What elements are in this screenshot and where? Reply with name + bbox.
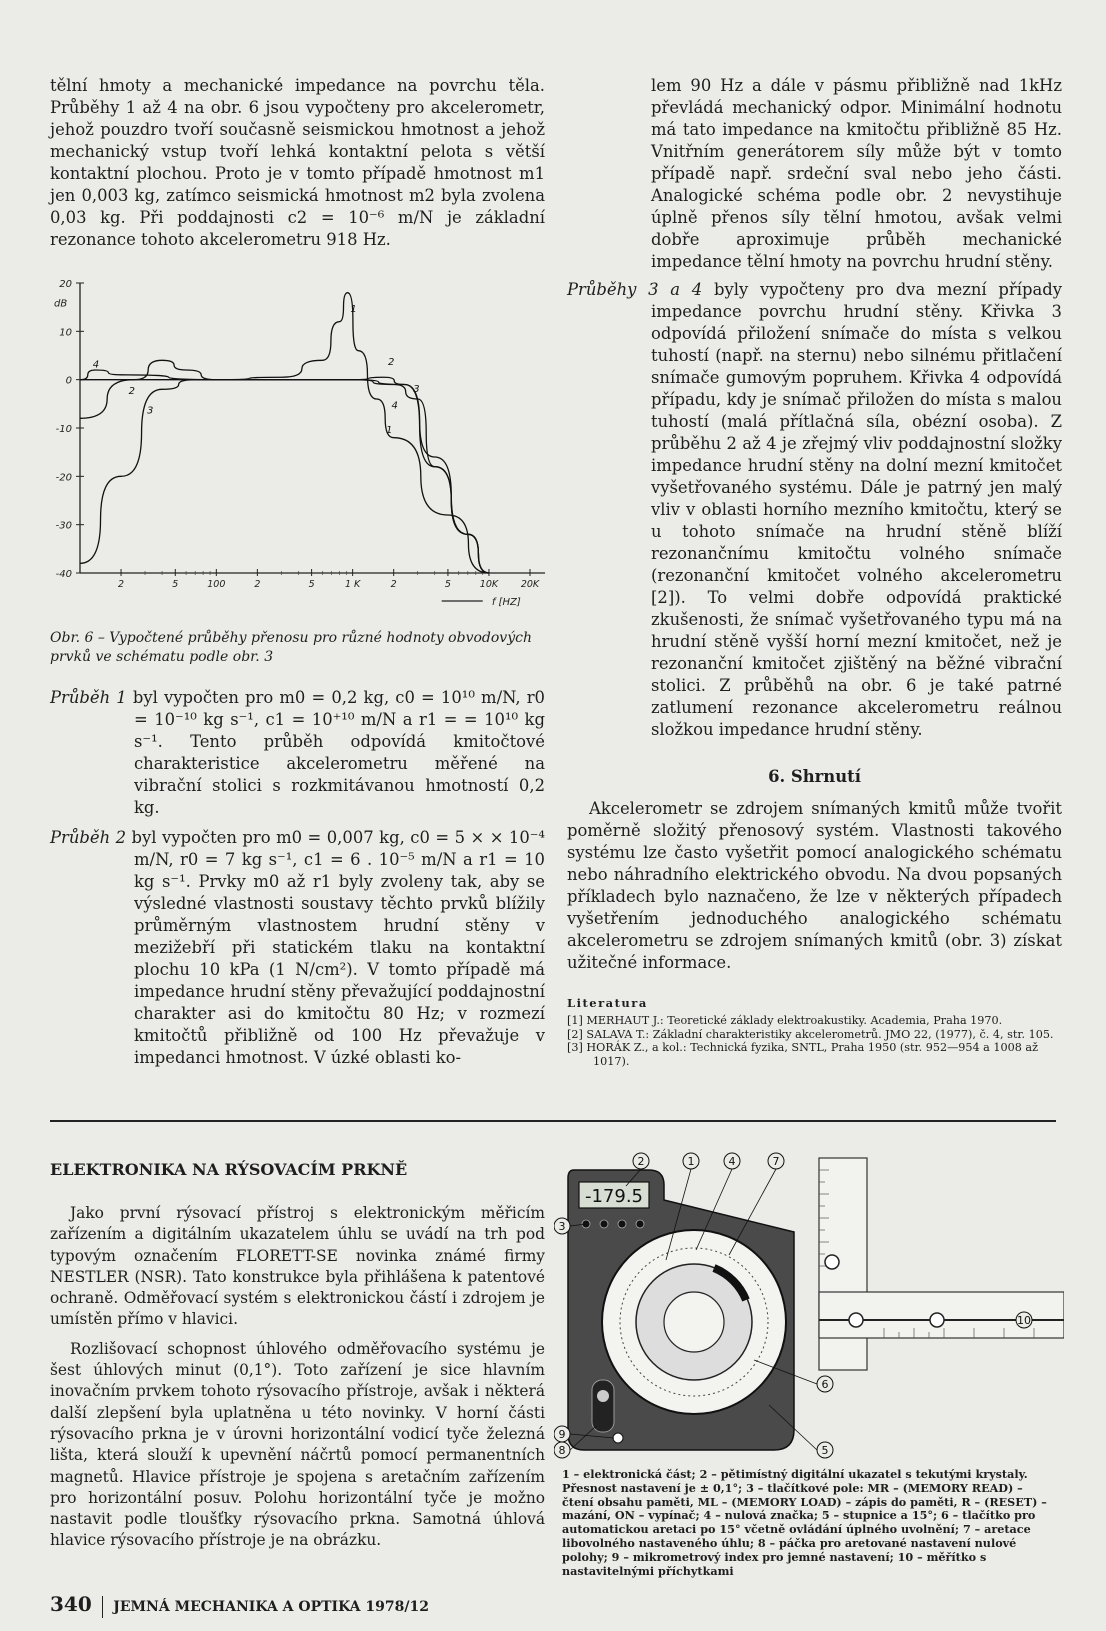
y-tick-label: 0 bbox=[65, 375, 72, 387]
prubehy-lead: Průběhy 3 a 4 bbox=[567, 280, 703, 299]
reference-3: [3] HORÁK Z., a kol.: Technická fyzika, SNTL, Praha 1950 (str. 952—954 a 1008 až 1017). bbox=[567, 1041, 1038, 1068]
series-label-4: 4 bbox=[391, 400, 398, 412]
svg-text:10: 10 bbox=[1017, 1314, 1031, 1327]
lcd-reading: -179.5 bbox=[584, 1186, 644, 1207]
paragraph-intro: tělní hmoty a mechanické impedance na povrchu těla. Průběhy 1 až 4 na obr. 6 jsou vypočteny pro akcelerometr, jehož pouzdro tvoří současně seismickou hmotnost a jehož mechanický vstup tvoří lehká kontaktní pelota s větší kontaktní plochou. Proto je v tomto případě hmotnost m1 jen 0,003 kg, zatímco seismická hmotnost m2 byla zvolena 0,03 kg. Při poddajnosti c2 = 10⁻⁶ m/N je základní rezonance tohoto akcelerometru 918 Hz. bbox=[50, 76, 545, 249]
y-tick-label: -40 bbox=[55, 569, 72, 580]
micrometer-index[interactable] bbox=[613, 1433, 623, 1443]
svg-text:3: 3 bbox=[558, 1220, 566, 1233]
svg-text:1: 1 bbox=[687, 1155, 695, 1168]
x-tick-label: 1 K bbox=[344, 579, 361, 590]
series-line-3 bbox=[80, 380, 489, 573]
series-label-1: 1 bbox=[386, 424, 393, 436]
button-r[interactable] bbox=[618, 1220, 626, 1228]
section-divider bbox=[50, 1120, 1056, 1122]
prubehy-text: byly vypočteny pro dva mezní případy impedance povrchu hrudní stěny. Křivka 3 odpovídá přiložení snímače do místa s velkou tuhostí (např. na sternu) nebo silnému přitlačení snímače gumovým popruhem. Křivka 4 odpovídá případu, kdy je snímač přiložen do místa s malou tuhostí (malá přítlačná síla, obézní osoba). Z průběhu 2 až 4 je zřejmý vliv poddajnostní složky impedance hrudní stěny na dolní mezní kmitočet vyšetřovaného systému. Dále je patrný jen malý vliv v oblasti horního mezního kmitočtu, který se u tohoto snímače na hrudní stěně blíží rezonančnímu kmitočtu volného snímače (rezonanční kmitočet volného akcelerometru [2]). To velmi dobře odpovídá praktické zkušenosti, že snímač vyšetřovaného typu má na hrudní stěně vyšší horní mezní kmitočet, než je rezonanční kmitočet zjištěný na běžné vibrační stolici. Z průběhů na obr. 6 je také patrné zatlumení rezonance akcelerometru reálnou složkou impedance hrudní stěny. bbox=[651, 280, 1062, 739]
section-heading: 6. Shrnutí bbox=[768, 767, 861, 786]
series-label-2: 2 bbox=[128, 386, 136, 398]
lever-8[interactable] bbox=[592, 1380, 614, 1432]
article-text bbox=[50, 1203, 545, 1552]
x-axis-label: f [HZ] bbox=[491, 597, 521, 608]
reference-2: [2] SALAVA T.: Základní charakteristiky akcelerometrů. JMO 22, (1977), č. 4, str. 105. bbox=[567, 1027, 1054, 1041]
svg-text:9: 9 bbox=[558, 1428, 566, 1441]
x-tick-label: 5 bbox=[444, 579, 451, 590]
protractor-hub bbox=[664, 1292, 724, 1352]
x-tick-label: 2 bbox=[118, 579, 125, 590]
paragraph-prubehy-3-4 bbox=[567, 279, 1062, 741]
series-line-4 bbox=[80, 360, 489, 573]
svg-text:5: 5 bbox=[821, 1444, 829, 1457]
svg-text:4: 4 bbox=[728, 1155, 736, 1168]
prubeh-2-lead: Průběh 2 bbox=[50, 828, 127, 847]
journal-name: JEMNÁ MECHANIKA A OPTIKA 1978/12 bbox=[113, 1599, 429, 1615]
y-axis-label: dB bbox=[54, 298, 68, 310]
references-heading: Literatura bbox=[567, 996, 648, 1010]
series-label-1: 1 bbox=[350, 304, 357, 315]
series-line-2 bbox=[80, 370, 489, 573]
right-column bbox=[567, 75, 1062, 1068]
paragraph-prubeh-1 bbox=[50, 687, 545, 819]
scale-clip-1 bbox=[849, 1313, 863, 1327]
y-tick-label: -20 bbox=[55, 472, 72, 484]
prubeh-1-lead: Průběh 1 bbox=[50, 688, 127, 707]
article-title: ELEKTRONIKA NA RÝSOVACÍM PRKNĚ bbox=[50, 1160, 408, 1179]
chart-figure-6 bbox=[50, 273, 545, 623]
scale-clip-3 bbox=[825, 1255, 839, 1269]
y-tick-label: 20 bbox=[59, 279, 72, 290]
prubeh-2-text: byl vypočten pro m0 = 0,007 kg, c0 = 5 × × 10⁻⁴ m/N, r0 = 7 kg s⁻¹, c1 = 6 . 10⁻⁵ m/N a r1 = 10 kg s⁻¹. Prvky m0 až r1 byly zvoleny tak, aby se výsledné vlastnosti soustavy těchto prvků blížily průměrným vlastnostem hrudní stěny v mezižebří při statickém tlaku na kontaktní plochu 10 kPa (1 N/cm²). V tomto případě má impedance hrudní stěny převažující poddajnostní charakter asi do kmitočtu 80 Hz; v rozmezí kmitočtů přibližně od 100 Hz převažuje v impedanci hmotnost. V úzké oblasti ko- bbox=[126, 828, 545, 1067]
series-label-3: 3 bbox=[413, 383, 420, 395]
summary-paragraph: Akcelerometr se zdrojem snímaných kmitů může tvořit poměrně složitý přenosový systém. Vlastnosti takového systému lze často vyšetřit pomocí analogického schématu nebo náhradního elektrického obvodu. Na dvou popsaných příkladech bylo naznačeno, že lze v některých případech vyšetřením jednoduchého analogického schématu akcelerometru se zdrojem snímaných kmitů (obr. 3) získat užitečné informace. bbox=[567, 799, 1062, 972]
article-paragraph-2: Rozlišovací schopnost úhlového odměřovacího systému je šest úhlových minut (0,1°). Toto zařízení je sice hlavním inovačním prvkem tohoto rýsovacího přístroje, avšak i některá další zlepšení byla uplatněna u této novinky. V horní části rýsovacího prkna je v úrovni horizontální vodicí tyče železná lišta, která slouží k upevnění náčrtů pomocí permanentních magnetů. Hlavice přístroje je spojena s aretačním zařízením pro horizontální posuv. Polohu horizontální tyče je možno nastavit podle tloušťky rýsovacího prkna. Samotná úhlová hlavice rýsovacího přístroje je na obrázku. bbox=[50, 1339, 545, 1550]
x-tick-label: 5 bbox=[308, 579, 315, 590]
button-ml[interactable] bbox=[600, 1220, 608, 1228]
series-label-3: 3 bbox=[147, 405, 154, 417]
page-footer bbox=[50, 1592, 429, 1618]
prubeh-1-text: byl vypočten pro m0 = 0,2 kg, c0 = 10¹⁰ m/N, r0 = 10⁻¹⁰ kg s⁻¹, c1 = 10⁺¹⁰ m/N a r1 = = 10¹⁰ kg s⁻¹. Tento průběh odpovídá kmitočtové charakteristice akcelerometru měřené na vibrační stolici s rozkmitávanou hmotností 0,2 kg. bbox=[126, 688, 545, 817]
svg-text:7: 7 bbox=[772, 1155, 780, 1168]
drafting-head-figure bbox=[554, 1150, 1064, 1470]
svg-text:6: 6 bbox=[821, 1378, 829, 1391]
paragraph-prubeh-2 bbox=[50, 827, 545, 1069]
lever-knob bbox=[597, 1390, 609, 1402]
svg-text:2: 2 bbox=[637, 1155, 645, 1168]
scale-clip-2 bbox=[930, 1313, 944, 1327]
reference-1: [1] MERHAUT J.: Teoretické základy elektroakustiky. Academia, Praha 1970. bbox=[567, 1014, 1003, 1027]
y-tick-label: 10 bbox=[59, 327, 72, 339]
article-paragraph-1: Jako první rýsovací přístroj s elektronickým měřicím zařízením a digitálním ukazatelem úhlu se uvádí na trh pod typovým označením FLORETT-SE novinka známé firmy NESTLER (NSR). Tato konstrukce byla přihlášena k patentové ochraně. Odměřovací systém s elektronickou částí i zdrojem je umístěn přímo v hlavici. bbox=[50, 1204, 545, 1329]
x-tick-label: 2 bbox=[390, 579, 397, 590]
x-tick-label: 20K bbox=[520, 579, 540, 590]
page-number: 340 bbox=[50, 1592, 92, 1616]
series-label-4: 4 bbox=[92, 359, 100, 371]
drafting-head-caption: 1 – elektronická část; 2 – pětimístný digitální ukazatel s tekutými krystaly. Přesnost nastavení je ± 0,1°; 3 – tlačítkové pole: MR – (MEMORY READ) – čtení obsahu paměti, ML – (MEMORY LOAD) – zápis do paměti, R – (RESET) – mazání, ON – vypínač; 4 – nulová značka; 5 – stupnice a 15°; 6 – tlačítko pro automatickou aretaci po 15° včetně ovládání úplného uvolnění; 7 – aretace libovolného nastaveného úhlu; 8 – páčka pro aretované nastavení nulové polohy; 9 – mikrometrový index pro jemné nastavení; 10 – měřítko s nastavitelnými příchytkami bbox=[562, 1467, 1047, 1578]
x-tick-label: 100 bbox=[207, 579, 226, 590]
left-column bbox=[50, 75, 545, 1069]
series-label-2: 2 bbox=[388, 357, 395, 369]
paragraph-continuation: lem 90 Hz a dále v pásmu přibližně nad 1kHz převládá mechanický odpor. Minimální hodnotu má tato impedance na kmitočtu přibližně 85 Hz. Vnitřním generátorem síly může být v tomto případě např. srdeční sval nebo jeho části. Analogické schéma podle obr. 2 nevystihuje úplně přenos síly tělní hmotou, avšak velmi dobře aproximuje průběh mechanické impedance tělní hmoty na povrchu hrudní stěny. bbox=[651, 76, 1062, 271]
button-on[interactable] bbox=[636, 1220, 644, 1228]
svg-text:8: 8 bbox=[558, 1444, 566, 1457]
footer-divider bbox=[102, 1596, 104, 1618]
x-tick-label: 2 bbox=[254, 579, 261, 590]
y-tick-label: -30 bbox=[55, 520, 72, 532]
x-tick-label: 10K bbox=[479, 579, 499, 590]
y-tick-label: -10 bbox=[55, 424, 72, 435]
figure-6-caption: Obr. 6 – Vypočtené průběhy přenosu pro různé hodnoty obvodových prvků ve schématu podle obr. 3 bbox=[50, 630, 532, 665]
x-tick-label: 5 bbox=[172, 579, 179, 590]
